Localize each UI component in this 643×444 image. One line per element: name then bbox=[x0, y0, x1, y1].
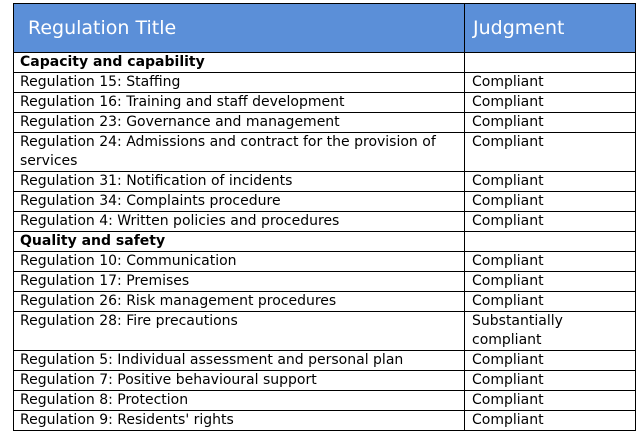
table-row bbox=[14, 371, 636, 391]
table-row bbox=[14, 113, 636, 133]
regulation-title-cell: Regulation 28: Fire precautions bbox=[14, 312, 465, 351]
judgment-cell: Substantially compliant bbox=[465, 312, 636, 351]
section-row bbox=[14, 232, 636, 252]
table-row bbox=[14, 93, 636, 113]
judgment-cell: Compliant bbox=[465, 133, 636, 172]
regulation-title-cell: Regulation 26: Risk management procedures bbox=[14, 292, 465, 312]
section-row bbox=[14, 53, 636, 73]
table-row bbox=[14, 73, 636, 93]
regulation-title-cell: Regulation 7: Positive behavioural support bbox=[14, 371, 465, 391]
table-row bbox=[14, 411, 636, 431]
judgment-cell bbox=[465, 232, 636, 252]
judgment-cell: Compliant bbox=[465, 351, 636, 371]
table-row bbox=[14, 272, 636, 292]
regulation-judgment-table bbox=[13, 3, 636, 431]
judgment-cell: Compliant bbox=[465, 292, 636, 312]
regulation-title-cell: Regulation 10: Communication bbox=[14, 252, 465, 272]
table-row bbox=[14, 312, 636, 351]
regulation-title-cell: Regulation 16: Training and staff development bbox=[14, 93, 465, 113]
regulation-title-cell: Regulation 15: Staffing bbox=[14, 73, 465, 93]
table-row bbox=[14, 252, 636, 272]
regulation-title-cell: Regulation 4: Written policies and procedures bbox=[14, 212, 465, 232]
judgment-cell: Compliant bbox=[465, 212, 636, 232]
judgment-cell: Compliant bbox=[465, 73, 636, 93]
regulation-title-cell: Regulation 34: Complaints procedure bbox=[14, 192, 465, 212]
table-row bbox=[14, 351, 636, 371]
table-body bbox=[14, 53, 636, 431]
table-row bbox=[14, 292, 636, 312]
regulation-title-cell: Regulation 9: Residents' rights bbox=[14, 411, 465, 431]
judgment-cell bbox=[465, 53, 636, 73]
header-judgment: Judgment bbox=[465, 4, 636, 53]
table-row bbox=[14, 391, 636, 411]
regulation-title-cell: Regulation 8: Protection bbox=[14, 391, 465, 411]
judgment-cell: Compliant bbox=[465, 172, 636, 192]
regulation-title-cell: Regulation 23: Governance and management bbox=[14, 113, 465, 133]
regulation-title-cell: Regulation 5: Individual assessment and personal plan bbox=[14, 351, 465, 371]
header-regulation-title: Regulation Title bbox=[14, 4, 465, 53]
judgment-cell: Compliant bbox=[465, 93, 636, 113]
table-row bbox=[14, 133, 636, 172]
judgment-cell: Compliant bbox=[465, 192, 636, 212]
judgment-cell: Compliant bbox=[465, 371, 636, 391]
section-heading: Capacity and capability bbox=[14, 53, 465, 73]
judgment-cell: Compliant bbox=[465, 272, 636, 292]
section-heading: Quality and safety bbox=[14, 232, 465, 252]
table-row bbox=[14, 212, 636, 232]
judgment-cell: Compliant bbox=[465, 391, 636, 411]
table-header-row bbox=[14, 4, 636, 53]
table-row bbox=[14, 172, 636, 192]
judgment-cell: Compliant bbox=[465, 113, 636, 133]
judgment-cell: Compliant bbox=[465, 411, 636, 431]
regulation-title-cell: Regulation 24: Admissions and contract for the provision of services bbox=[14, 133, 465, 172]
regulation-title-cell: Regulation 31: Notification of incidents bbox=[14, 172, 465, 192]
document-page bbox=[13, 3, 635, 431]
table-row bbox=[14, 192, 636, 212]
regulation-title-cell: Regulation 17: Premises bbox=[14, 272, 465, 292]
judgment-cell: Compliant bbox=[465, 252, 636, 272]
